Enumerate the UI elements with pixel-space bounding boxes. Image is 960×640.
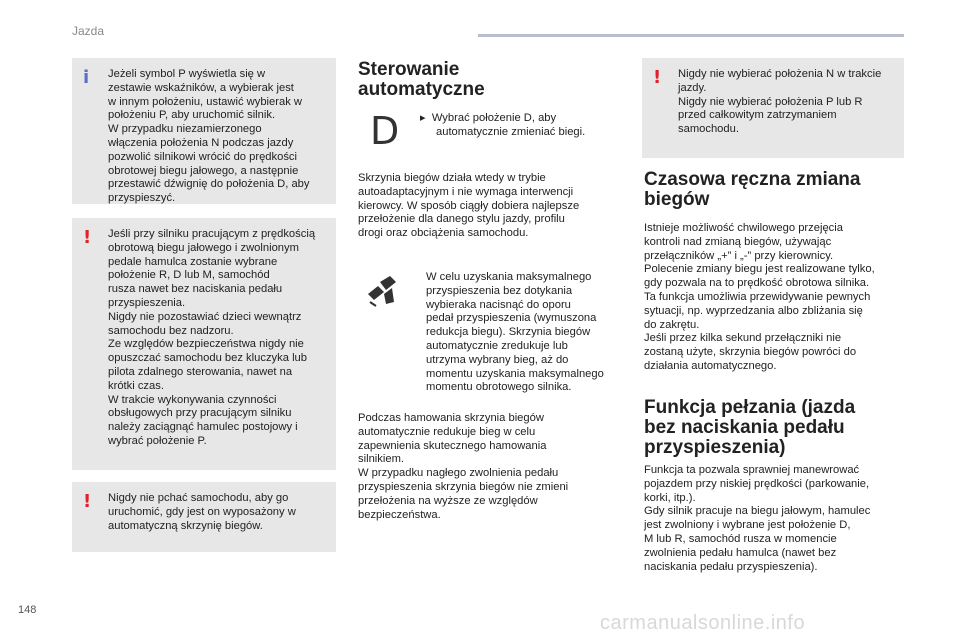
text-line: zapewnienia skutecznego hamowania [358,439,547,452]
text-line: kontroli nad zmianą biegów, używając [644,235,832,248]
info-box [72,58,336,204]
page-number: 148 [18,604,37,616]
text-line: Skrzynia biegów działa wtedy w trybie [358,172,546,184]
text-line: przed całkowitym zatrzymaniem [678,109,837,122]
warning-icon: ! [653,67,662,88]
text-line: samochodu bez nadzoru. [108,324,234,337]
text-line: położenie R, D lub M, samochód [108,269,270,282]
text-line: Jeśli przez kilka sekund przełączniki nie [644,332,842,345]
text-line: silnikiem. [358,453,405,466]
text-line: Jeśli przy silniku pracującym z prędkością [108,228,316,240]
section-header: Jazda [72,24,105,38]
text-line: uruchomić, gdy jest on wyposażony w [108,505,296,518]
text-line: momentu obrotowego silnika. [426,381,572,394]
header-bar [478,34,904,37]
text-line: automatycznie zredukuje lub [426,339,568,352]
text-line: przyspieszenia. [108,296,186,309]
text-line: włączenia położenia N podczas jazdy [108,136,294,149]
foot-pedal-icon [364,272,400,308]
info-text [108,68,328,206]
text-line: Ta funkcja umożliwia przewidywanie pewnych [644,290,871,303]
text-line: Podczas hamowania skrzynia biegów [358,412,544,424]
text-line: zwolnienia pedału hamulca (nawet bez [644,546,837,559]
text-line: kierowcy. W sposób ciągły dobiera najlepsze [358,199,580,212]
text-line: wybrać położenie P. [108,434,207,447]
text-line: działania automatycznego. [644,359,777,372]
text-line: M lub R, samochód rusza w momencie [644,532,837,545]
text-line: korki, itp.). [644,491,696,504]
text-line: Funkcja ta pozwala sprawniej manewrować [644,464,860,476]
text-line: automatycznie redukuje bieg w celu [358,425,536,438]
text-line: Gdy silnik pracuje na biegu jałowym, hamulec [644,505,871,518]
text-line: pilota zdalnego sterowania, nawet na [108,365,293,378]
warning-text-1 [108,228,328,449]
warning-box-3 [642,58,904,158]
text-line: przełożenia na wyższe ze względów [358,494,538,507]
step-instruction: ▸ Wybrać położenie D, aby automatycznie zmieniać biegi. [420,112,586,138]
text-line: przyspieszyć. [108,192,176,205]
text-line: przyspieszenia bez dotykania [426,284,573,297]
text-line: przełączników „+” i „-” przy kierownicy. [644,249,834,262]
text-line: zestawie wskaźników, a wybierak jest [108,81,294,94]
text-line: należy zaciągnąć hamulec postojowy i [108,421,298,434]
text-line: sytuacji, np. wyprzedzania albo zbliżania się [644,304,863,317]
text-line: Nigdy nie pchać samochodu, aby go [108,492,289,504]
text-line: redukcja biegu). Skrzynia biegów [426,326,591,339]
text-line: W przypadku niezamierzonego [108,123,262,136]
text-line: jest zwolniony i wybrane jest położenie D, [644,519,851,532]
tip-kickdown [426,271,626,395]
paragraph-braking [358,412,620,522]
text-line: autoadaptacyjnym i nie wymaga interwencji [358,185,574,198]
text-line: przyspieszenia skrzynia biegów nie zmieni [358,480,569,493]
text-line: pedale hamulca zostanie wybrane [108,255,278,268]
text-line: pojazdem przy niskiej prędkości (parkowanie, [644,477,870,490]
warning-box-1 [72,218,336,470]
text-line: obrotową biegu jałowego i zwolnionym [108,241,299,254]
text-line: Ze względów bezpieczeństwa nigdy nie [108,338,304,351]
text-line: wybieraka nacisnąć do oporu [426,298,571,311]
text-line: rusza nawet bez naciskania pedału [108,283,283,296]
text-line: W celu uzyskania maksymalnego [426,271,592,283]
paragraph-creep [644,464,906,574]
text-line: obsługowych przy pracującym silniku [108,407,292,420]
middle-column [358,60,618,100]
text-line: zostaną użyte, skrzynia biegów powróci do [644,346,857,359]
watermark: carmanualsonline.info [600,612,806,634]
text-line: drogi oraz obciążenia samochodu. [358,227,529,240]
text-line: przestawić dźwignię do położenia D, aby [108,178,310,191]
text-line: utrzyma wybrany bieg, aż do [426,353,569,366]
text-line: jazdy. [678,81,707,94]
text-line: obrotowej biegu jałowego, a następnie [108,164,299,177]
text-line: do zakrętu. [644,318,700,331]
gear-d-symbol: D [370,109,400,153]
text-line: W trakcie wykonywania czynności [108,393,277,406]
text-line: Istnieje możliwość chwilowego przejęcia [644,222,843,234]
text-line: w innym położeniu, ustawić wybierak w [108,95,302,108]
text-line: Nigdy nie pozostawiać dzieci wewnątrz [108,310,302,323]
text-line: krótki czas. [108,379,164,392]
section-title-automatic: Sterowanie automatyczne [358,59,485,100]
text-line: momentu uzyskania maksymalnego [426,367,604,380]
warning-text-3 [678,68,896,137]
warning-text-2 [108,492,328,533]
paragraph-adaptive [358,172,620,241]
bullet-icon: ▸ [420,112,426,124]
warning-icon: ! [83,227,92,248]
section-title-creep: Funkcja pełzania (jazda bez naciskania pedału przyspieszenia) [644,397,856,458]
warning-box-2 [72,482,336,552]
text-line: bezpieczeństwa. [358,508,441,521]
text-line: Nigdy nie wybierać położenia P lub R [678,95,863,108]
info-icon: i [83,67,90,88]
text-line: opuszczać samochodu bez kluczyka lub [108,352,307,365]
paragraph-manual [644,222,906,374]
text-line: automatyczną skrzynię biegów. [108,519,263,532]
section-title-manual: Czasowa ręczna zmiana biegów [644,169,861,210]
text-line: W przypadku nagłego zwolnienia pedału [358,467,559,480]
warning-icon: ! [83,491,92,512]
text-line: położeniu P, aby uruchomić silnik. [108,109,276,122]
text-line: Jeżeli symbol P wyświetla się w [108,68,266,80]
text-line: przełożenie dla danego stylu jazdy, profilu [358,213,565,226]
text-line: pedał przyspieszenia (wymuszona [426,312,597,325]
text-line: pozwolić silnikowi wrócić do prędkości [108,150,298,163]
text-line: gdy pozwala na to prędkość obrotowa silnika. [644,277,870,290]
text-line: Polecenie zmiany biegu jest realizowane tylko, [644,263,875,276]
text-line: samochodu. [678,123,739,136]
text-line: Nigdy nie wybierać położenia N w trakcie [678,68,882,80]
text-line: naciskania pedału przyspieszenia). [644,560,818,573]
